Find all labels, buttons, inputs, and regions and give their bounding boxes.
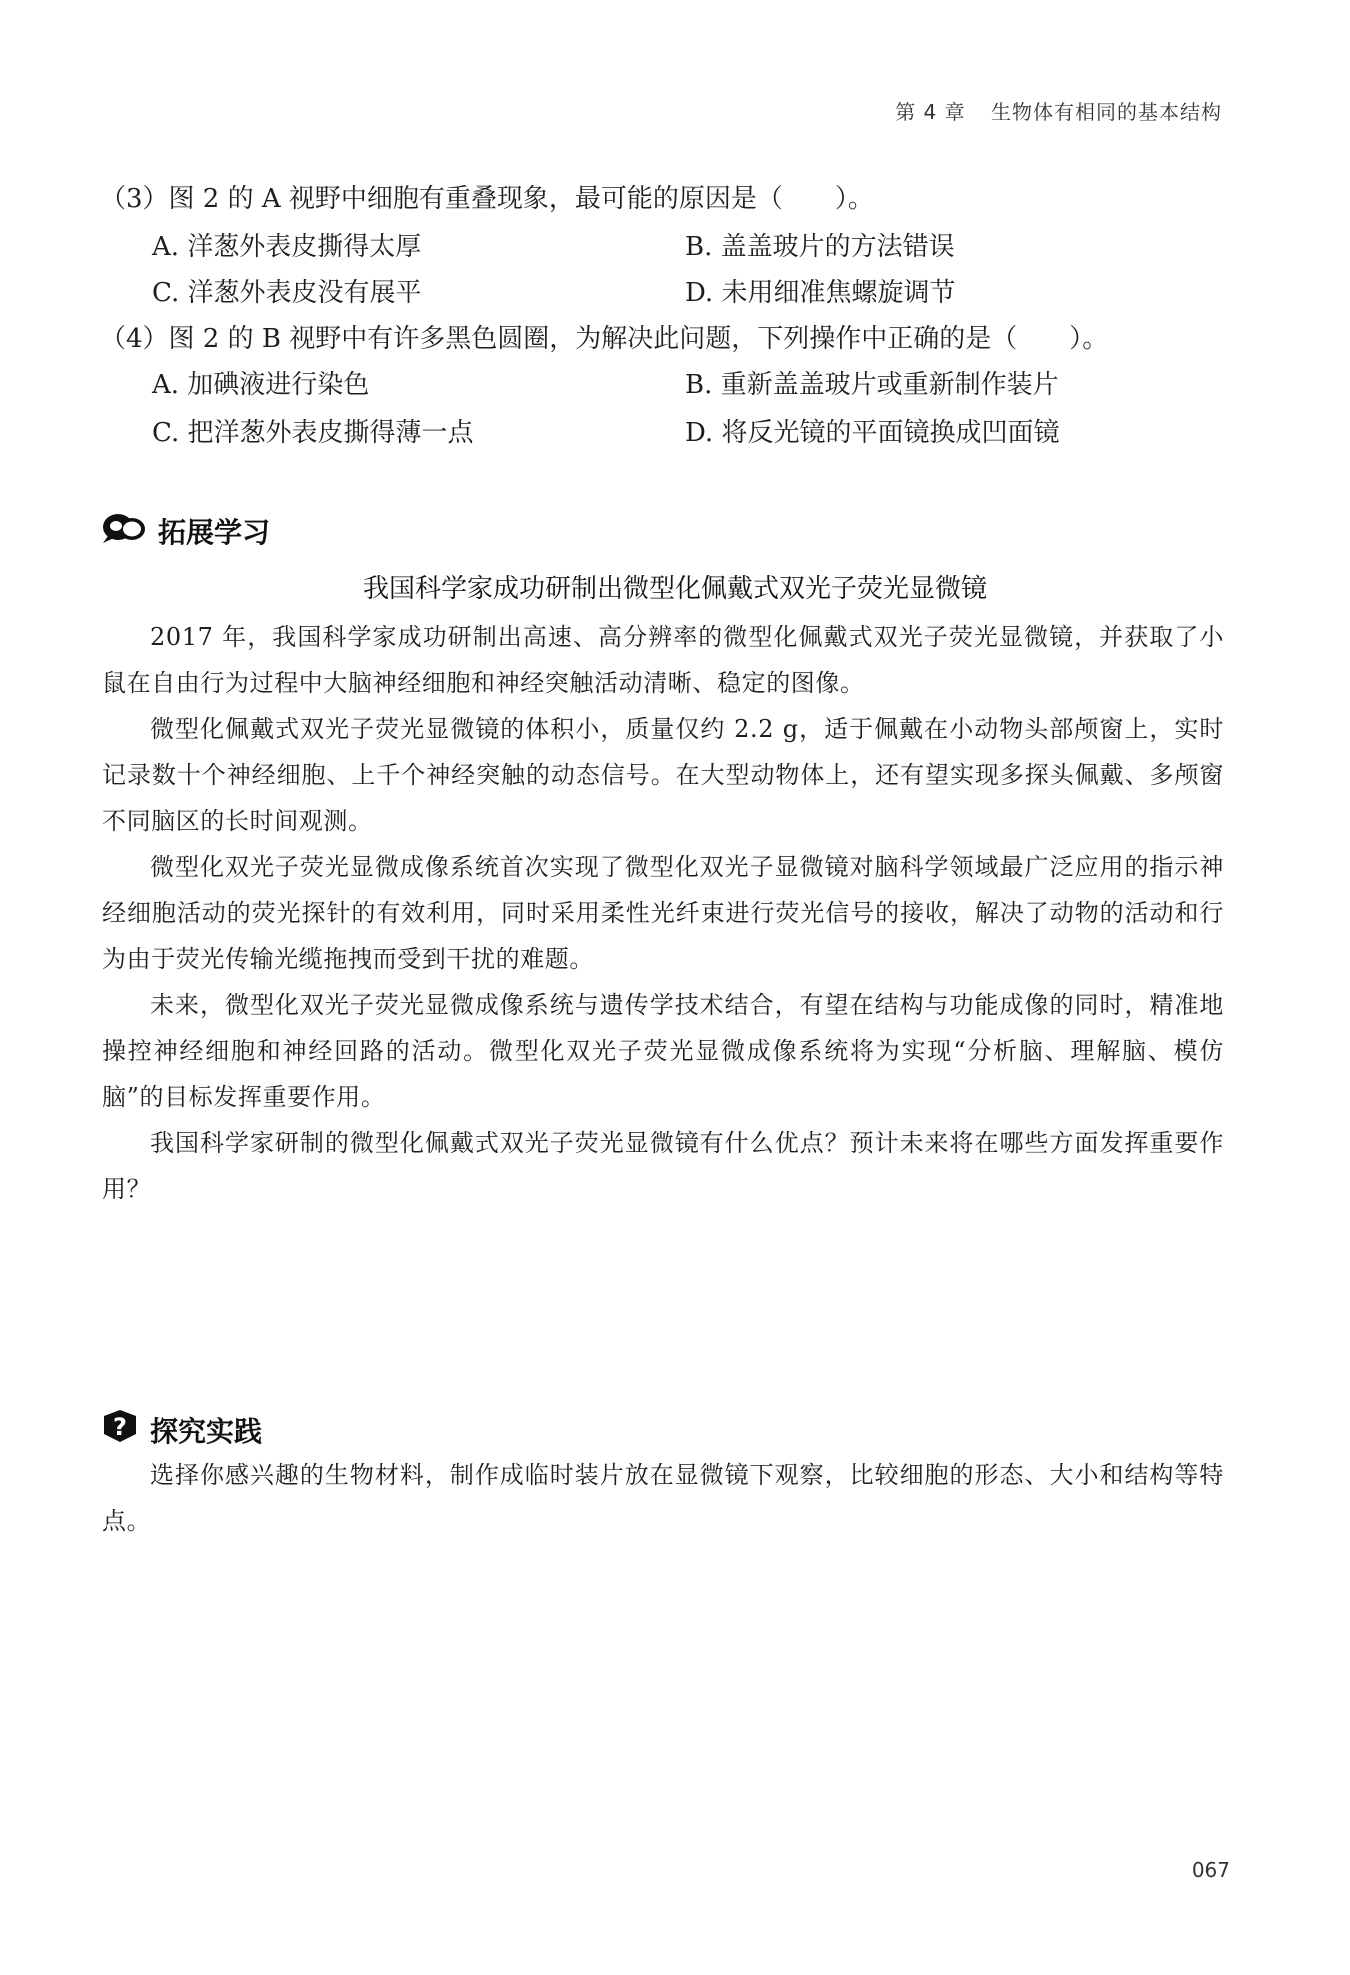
question-mark-icon <box>100 1408 140 1451</box>
question-3-stem: （3）图 2 的 A 视野中细胞有重叠现象，最可能的原因是（ ）。 <box>100 184 874 214</box>
article-paragraph-3: 微型化双光子荧光显微成像系统首次实现了微型化双光子显微镜对脑科学领域最广泛应用的指示神经细胞活动的荧光探针的有效利用，同时采用柔性光纤束进行荧光信号的接收，解决了动物的活动和行为由于荧光传输光缆拖拽而受到干扰的难题。 <box>102 853 1224 973</box>
extension-title-text: 拓展学习 <box>158 515 271 549</box>
question-4-option-a: A. 加碘液进行染色 <box>152 370 370 400</box>
question-4-option-d: D. 将反光镜的平面镜换成凹面镜 <box>685 418 1060 448</box>
chapter-title: 生物体有相同的基本结构 <box>991 100 1222 124</box>
question-4-stem: （4）图 2 的 B 视野中有许多黑色圆圈，为解决此问题，下列操作中正确的是（ ）。 <box>100 324 1109 354</box>
running-header <box>895 96 1222 125</box>
question-3-option-a: A. 洋葱外表皮撕得太厚 <box>152 232 422 262</box>
article-paragraph-4: 未来，微型化双光子荧光显微成像系统与遗传学技术结合，有望在结构与功能成像的同时，精准地操控神经细胞和神经回路的活动。微型化双光子荧光显微成像系统将为实现“分析脑、理解脑、模仿脑”的目标发挥重要作用。 <box>102 991 1224 1111</box>
chapter-label: 第 4 章 <box>895 100 966 124</box>
article-paragraph-2: 微型化佩戴式双光子荧光显微镜的体积小，质量仅约 2.2 g，适于佩戴在小动物头部颅窗上，实时记录数十个神经细胞、上千个神经突触的动态信号。在大型动物体上，还有望实现多探头佩戴、多颅窗不同脑区的长时间观测。 <box>102 715 1224 835</box>
speech-bubbles-icon <box>100 510 148 551</box>
question-3-option-b: B. 盖盖玻片的方法错误 <box>685 232 955 262</box>
practice-section-title <box>100 1408 262 1451</box>
question-4-option-b: B. 重新盖盖玻片或重新制作装片 <box>685 370 1059 400</box>
question-3-option-d: D. 未用细准焦螺旋调节 <box>685 278 956 308</box>
practice-paragraph: 选择你感兴趣的生物材料，制作成临时装片放在显微镜下观察，比较细胞的形态、大小和结构等特点。 <box>102 1461 1224 1535</box>
article-paragraph-1: 2017 年，我国科学家成功研制出高速、高分辨率的微型化佩戴式双光子荧光显微镜，并获取了小鼠在自由行为过程中大脑神经细胞和神经突触活动清晰、稳定的图像。 <box>102 623 1224 697</box>
svg-text:?: ? <box>113 1413 127 1441</box>
article-title: 我国科学家成功研制出微型化佩戴式双光子荧光显微镜 <box>362 574 987 604</box>
question-3-option-c: C. 洋葱外表皮没有展平 <box>152 278 422 308</box>
question-4-option-c: C. 把洋葱外表皮撕得薄一点 <box>152 418 474 448</box>
page-number: 067 <box>1191 1858 1230 1882</box>
article-question: 我国科学家研制的微型化佩戴式双光子荧光显微镜有什么优点？预计未来将在哪些方面发挥重要作用？ <box>102 1129 1224 1203</box>
extension-section-title <box>100 510 270 551</box>
practice-title-text: 探究实践 <box>150 1414 263 1448</box>
